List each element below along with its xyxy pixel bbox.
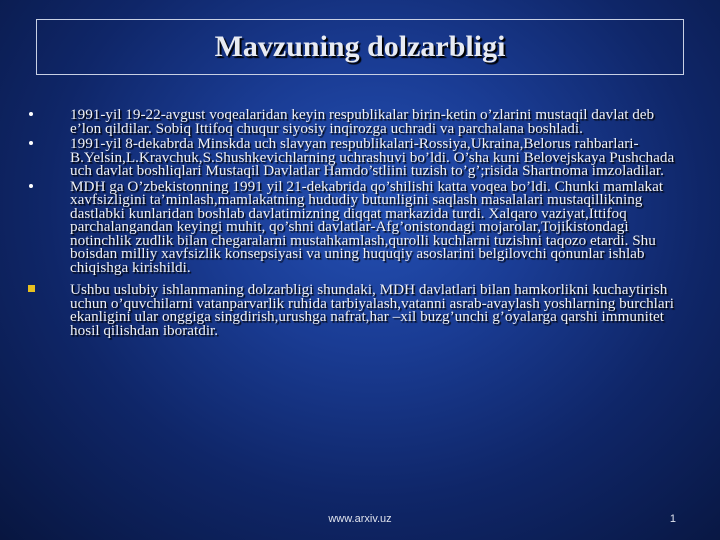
dot-icon — [11, 108, 51, 122]
title-box — [36, 19, 684, 75]
bullet-text: Ushbu uslubiy ishlanmaning dolzarbligi shundaki, MDH davlatlari bilan hamkorlikni kuchaytirish uchun o’quvchilarni vatanparvarlik ruhida tarbiyalash,vatanni asrab-avaylash yoshlarning burchlari ekanligini ular onggiga singdirish,urushga nafrat,har –xil buzg’unchi g’oyalarga qarshi immunitet hosil qilishdan iboratdir. — [70, 281, 674, 339]
dot-icon — [11, 180, 51, 194]
bullet-item — [48, 108, 684, 135]
dot-icon — [11, 137, 51, 151]
bullet-text: MDH ga O’zbekistonning 1991 yil 21-dekabrida qo’shilishi katta voqea bo’ldi. Chunki mamlakat xavfsizligini ta’minlash,mamlakatning hududiy butunligini saqlash masalalari mustaqillikning dastlabki kunlaridan boshlab davlatimizning diqqat markazida turdi. Xalqaro vaziyat,Ittifoq parchalangandan keyingi muhit, qo’shni davlatlar-Afg’onistondagi mojarolar,Tojikistondagi notinchlik zudlik bilan chegaralarni mustahkamlash,qurolli kuchlarni tuzishni taqozo etardi. Shu boisdan milliy xavfsizlik konsepsiyasi va uning huquqiy asoslarini belgilovchi qonunlar ishlab chiqishga kirishildi. — [70, 177, 664, 276]
page-number: 1 — [669, 513, 676, 525]
footer — [0, 513, 720, 529]
square-icon — [11, 283, 51, 297]
bullet-list — [48, 108, 684, 339]
footer-site: www.arxiv.uz — [328, 513, 392, 525]
bullet-item — [48, 137, 684, 178]
bullet-item — [48, 283, 684, 337]
bullet-item — [48, 177, 684, 276]
bullet-text: 1991-yil 8-dekabrda Minskda uch slavyan respublikalari-Rossiya,Ukraina,Belorus rahbarlari-B.Yelsin,L.Kravchuk,S.Shushkevichlarning uchrashuvi bo’ldi. O’sha kuni Belovejskaya Pushchada uch davlat boshliqlari Mustaqil Davlatlar Hamdo’stliini tuzish to’g’;risida Shartnoma imzoladilar. — [70, 135, 675, 179]
bullet-text: 1991-yil 19-22-avgust voqealaridan keyin respublikalar birin-ketin o’zlarini mustaqil davlat deb e’lon qildilar. Sobiq Ittifoq chuqur siyosiy inqirozga uchradi va parchalana boshladi. — [70, 106, 655, 137]
slide-title: Mavzuning dolzarbligi — [214, 30, 506, 63]
